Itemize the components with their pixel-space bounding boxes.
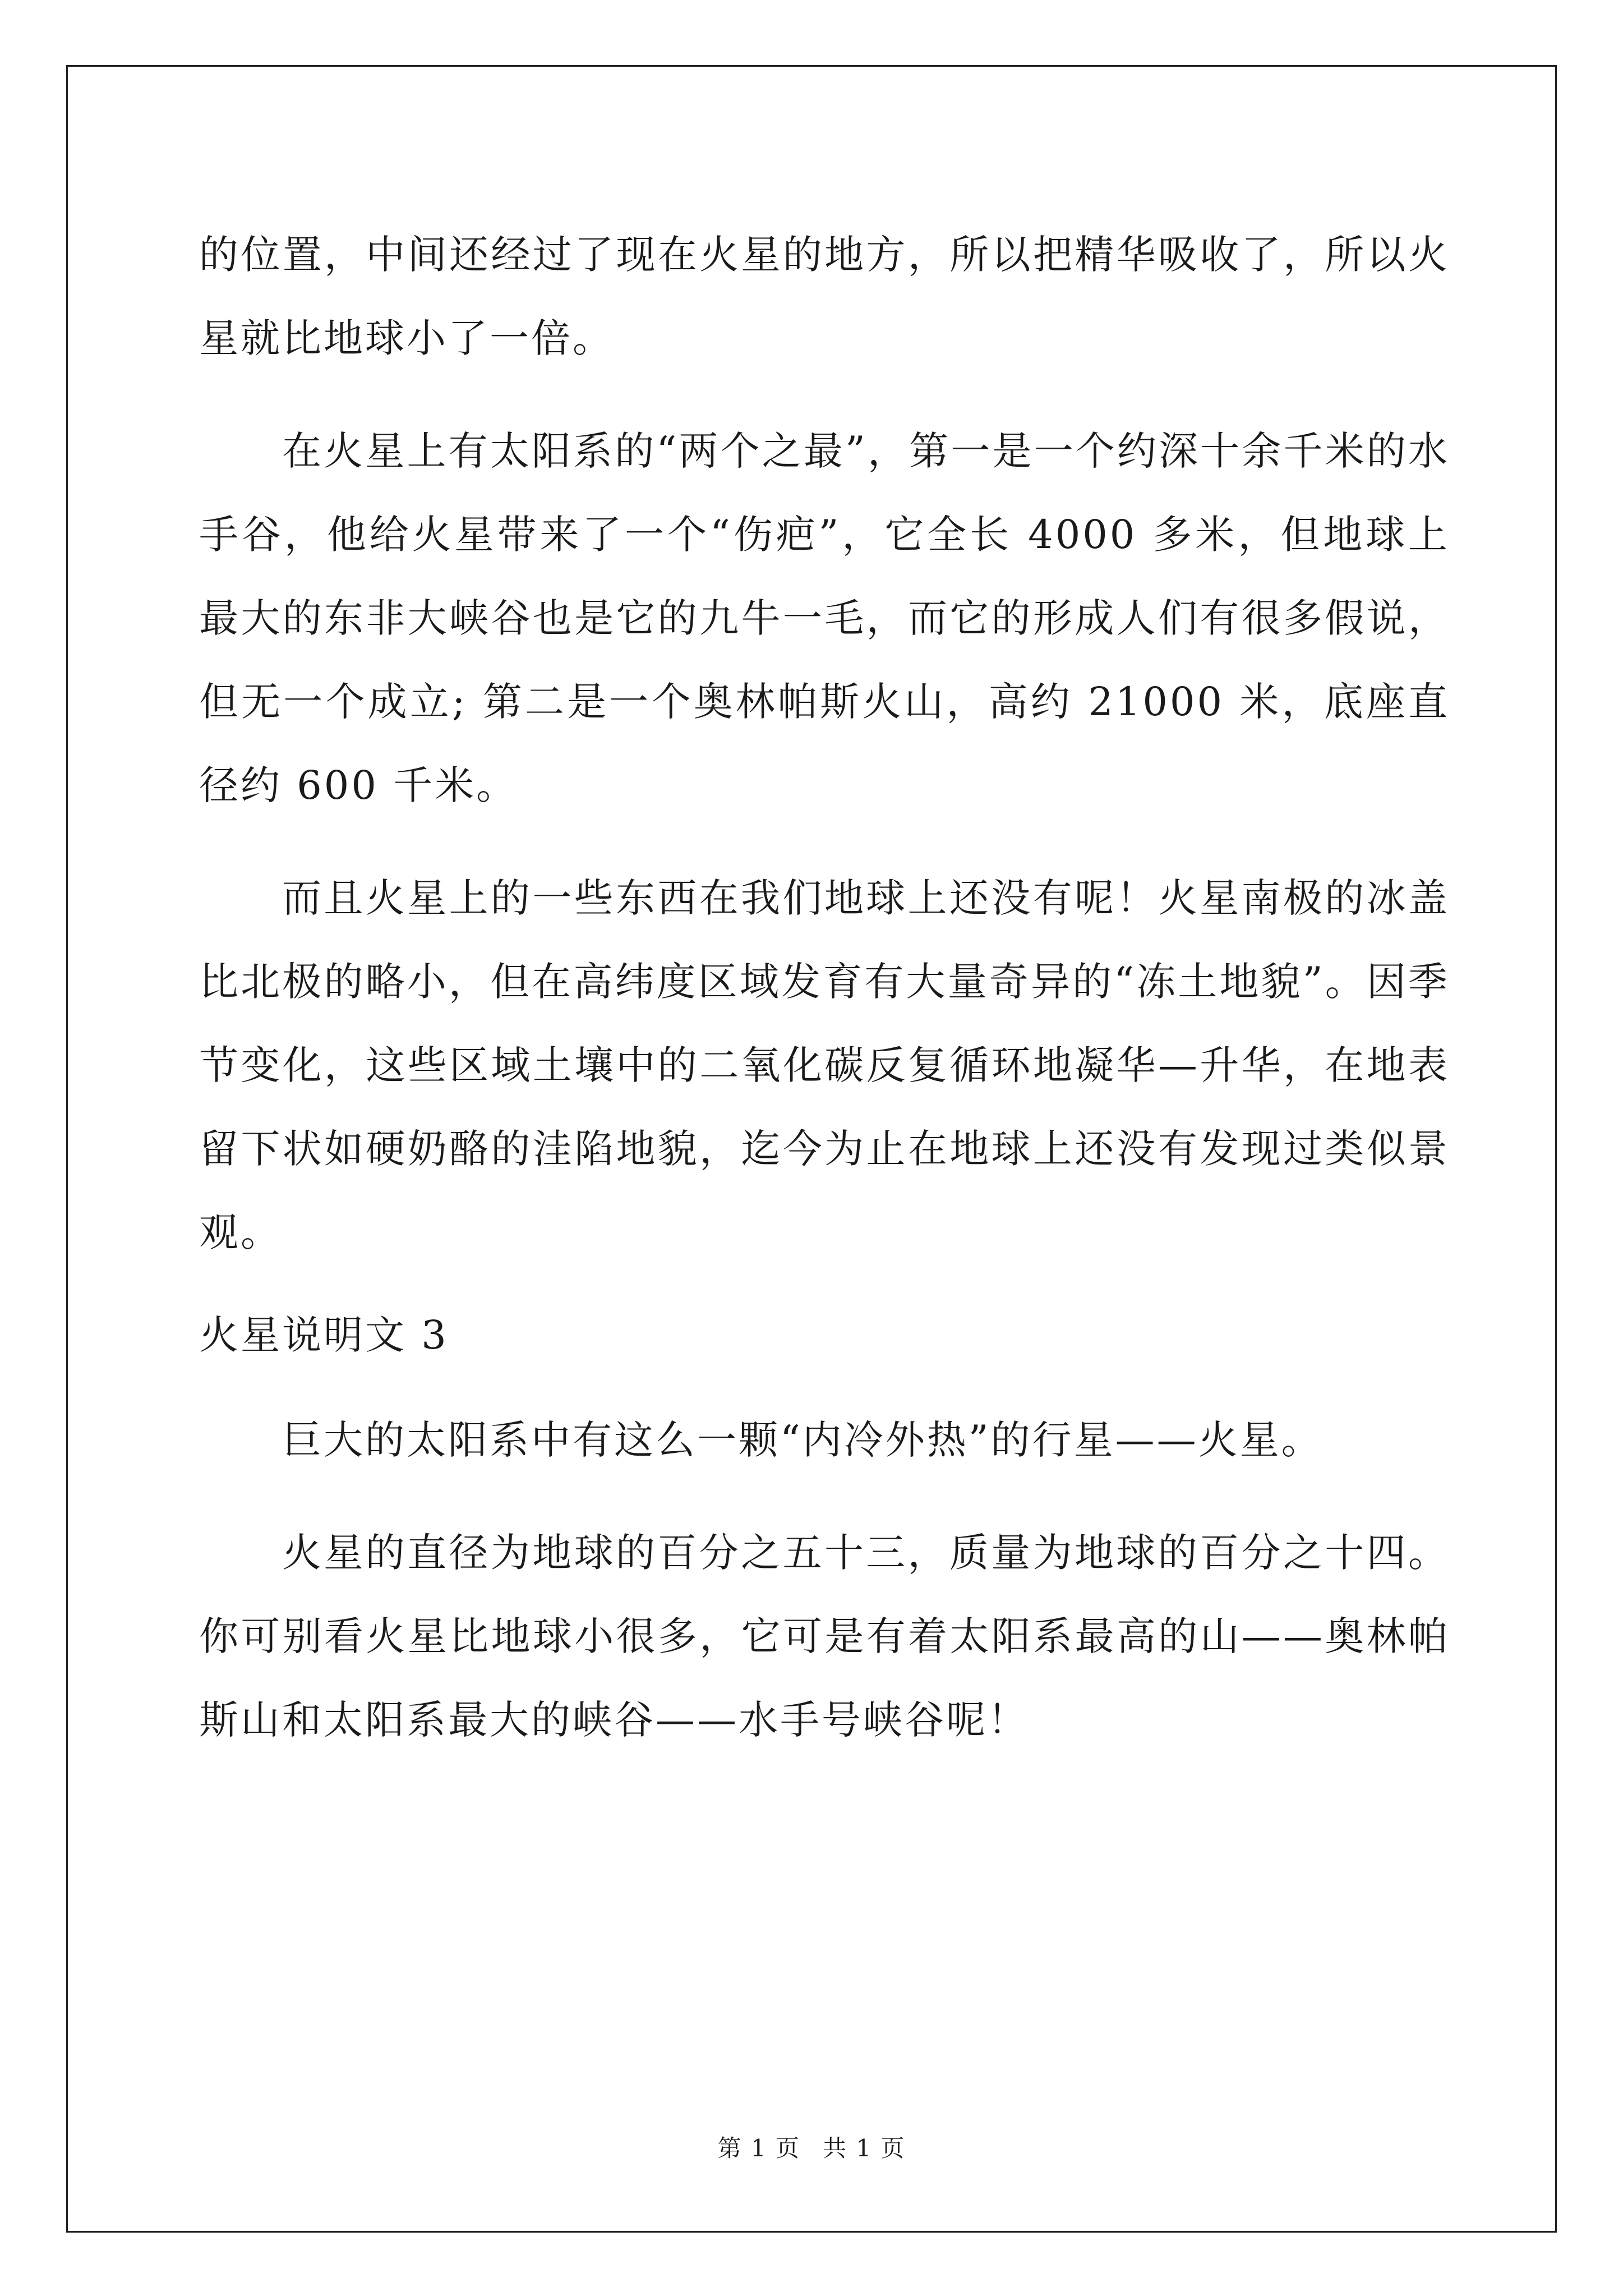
paragraph-1: 的位置，中间还经过了现在火星的地方，所以把精华吸收了，所以火星就比地球小了一倍。 [199, 232, 1450, 361]
section-paragraph-1: 巨大的太阳系中有这么一颗“内冷外热”的行星——火星。 [282, 1417, 1323, 1463]
page-footer [0, 2132, 1623, 2165]
document-body [199, 213, 1450, 1762]
page-total: 共 1 页 [823, 2134, 906, 2162]
paragraph-2: 在火星上有太阳系的“两个之最”，第一是一个约深十余千米的水手谷，他给火星带来了一个“伤疤”，它全长 4000 多米，但地球上最大的东非大峡谷也是它的九牛一毛，而它的形成人们有很多假说，但无一个成立; 第二是一个奥林帕斯火山，高约 21000 米，底座直径约 600 千米。 [199, 428, 1450, 808]
page-number: 第 1 页 [717, 2134, 800, 2162]
section-paragraph-2: 火星的直径为地球的百分之五十三，质量为地球的百分之十四。你可别看火星比地球小很多，它可是有着太阳系最高的山——奥林帕斯山和太阳系最大的峡谷——水手号峡谷呢！ [199, 1530, 1450, 1743]
section-heading: 火星说明文 3 [199, 1312, 449, 1358]
paragraph-3: 而且火星上的一些东西在我们地球上还没有呢！火星南极的冰盖比北极的略小，但在高纬度区域发育有大量奇异的“冻土地貌”。因季节变化，这些区域土壤中的二氧化碳反复循环地凝华—升华，在地表留下状如硬奶酪的洼陷地貌，迄今为止在地球上还没有发现过类似景观。 [199, 875, 1450, 1255]
